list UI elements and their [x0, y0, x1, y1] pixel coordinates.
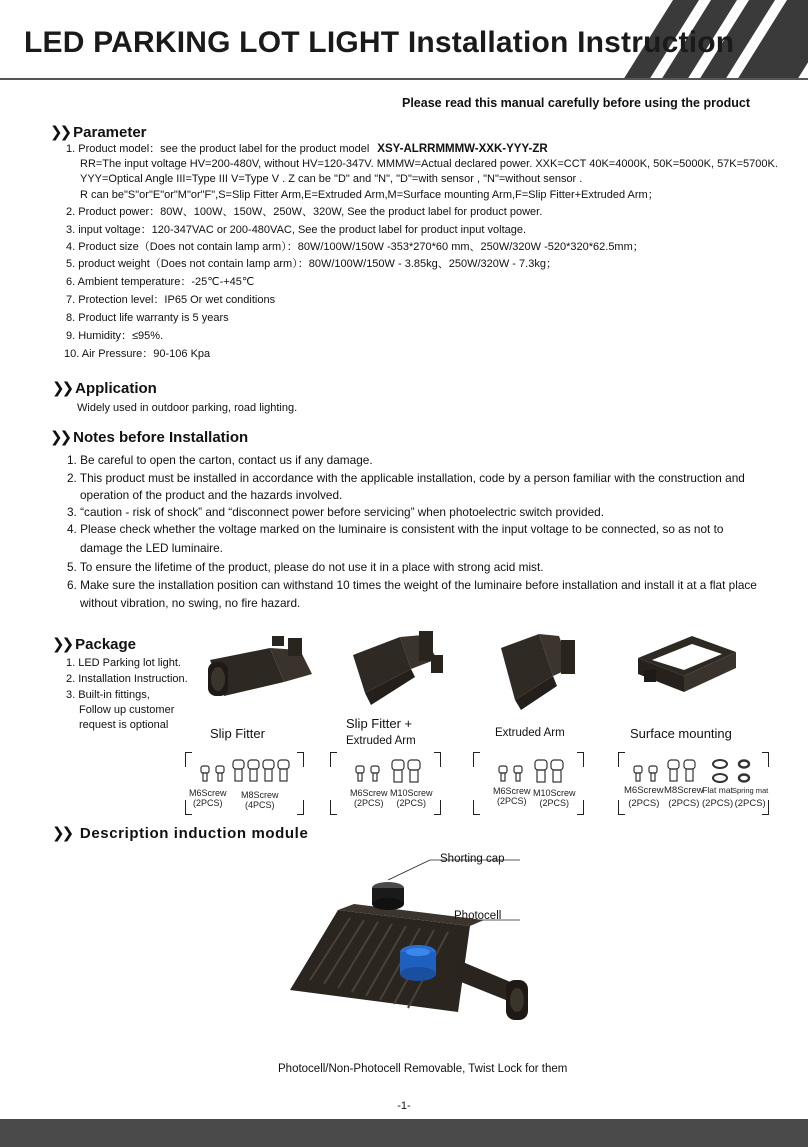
flat-mat-label: Flat mat (2PCS) [702, 785, 734, 809]
m8-screw-label: M8Screw (4PCS) [241, 790, 279, 810]
param-item: 9. Humidity：≤95%. [66, 330, 164, 342]
param-item: 2. Product power：80W、100W、150W、250W、320W, See the product label for product power. [66, 206, 543, 218]
m8-screw-label: M8Screw (2PCS) [664, 785, 704, 809]
header-rule [0, 78, 808, 80]
slip-fitter-extruded-label: Slip Fitter + [346, 716, 413, 731]
document-title: LED PARKING LOT LIGHT Installation Instruction [24, 26, 735, 59]
param-model-detail-1: RR=The input voltage HV=200-480V, without HV=120-347V. MMMW=Actual declared power. XXK=CCT 40K=4000K, 50K=5000K, 57K=5700K. [80, 158, 778, 170]
model-code: XSY-ALRRMMMW-XXK-YYY-ZR [377, 143, 548, 155]
slip-fitter-image [200, 630, 320, 710]
screw-kit-extruded-arm [473, 752, 585, 814]
m6-screw-icon [354, 764, 384, 784]
screw-kit-slip-fitter [185, 752, 305, 814]
m6-screw-label: M6Screw (2PCS) [350, 788, 388, 808]
note-line: operation of the product and the hazards involved. [80, 488, 343, 502]
package-item: 2. Installation Instruction. [66, 673, 188, 685]
chevron-right-icon: ❯❯ [52, 380, 72, 397]
param-item: 7. Protection level：IP65 Or wet conditions [66, 294, 276, 306]
m8-screw-icon [231, 758, 297, 784]
m6-screw-icon [497, 764, 527, 784]
m6-screw-label: M6Screw (2PCS) [189, 788, 227, 808]
param-model-line: 1. Product model：see the product label for the product model XSY-ALRRMMMW-XXK-YYY-ZR [66, 143, 548, 155]
induction-heading: ❯❯ Description induction module [52, 825, 309, 842]
param-item: 10. Air Pressure：90-106 Kpa [64, 348, 211, 360]
application-text: Widely used in outdoor parking, road lighting. [77, 402, 298, 414]
read-note: Please read this manual carefully before using the product [401, 96, 750, 110]
flat-mat-icon [710, 756, 730, 786]
surface-mounting-label: Surface mounting [630, 726, 732, 741]
package-item: request is optional [79, 719, 169, 731]
m6-screw-icon [632, 764, 662, 784]
m10-screw-label: M10Screw (2PCS) [533, 788, 576, 808]
m10-screw-icon [390, 758, 424, 784]
note-line: 3. “caution - risk of shock” and “disconnect power before servicing” when photoelectric switch provided. [67, 505, 605, 519]
screw-kit-surface-mounting [618, 752, 770, 814]
m8-screw-icon [666, 758, 700, 784]
extruded-arm-image [495, 628, 595, 713]
surface-mounting-image [632, 630, 742, 700]
param-model-detail-2: YYY=Optical Angle III=Type III V=Type V . Z can be "D" and "N", "D"=with sensor , "N"=without sensor . [80, 173, 583, 185]
package-heading: ❯❯ Package [52, 636, 137, 653]
spring-mat-icon [734, 756, 754, 786]
chevron-right-icon: ❯❯ [50, 429, 70, 446]
package-item: Follow up customer [79, 704, 175, 716]
parameter-heading: ❯❯ Parameter [50, 124, 147, 141]
slip-fitter-label: Slip Fitter [210, 726, 265, 741]
package-item: 1. LED Parking lot light. [66, 657, 181, 669]
application-heading: ❯❯ Application [52, 380, 157, 397]
footer-band [0, 1119, 808, 1147]
package-item: 3. Built-in fittings, [66, 689, 150, 701]
slip-fitter-extruded-sub: Extruded Arm [346, 735, 416, 747]
note-line: 1. Be careful to open the carton, contact us if any damage. [67, 453, 373, 467]
page-number: -1- [397, 1100, 411, 1112]
note-line: 4. Please check whether the voltage marked on the luminaire is consistent with the input voltage to be connected, so as not to [67, 522, 724, 536]
shorting-cap-label: Shorting cap [440, 853, 505, 865]
photocell-label: Photocell [454, 910, 502, 922]
m10-screw-icon [533, 758, 567, 784]
chevron-right-icon: ❯❯ [52, 825, 72, 842]
m10-screw-label: M10Screw (2PCS) [390, 788, 433, 808]
note-line: 2. This product must be installed in accordance with the applicable installation, code by a person familiar with the construction and [67, 471, 745, 485]
param-item: 5. product weight（Does not contain lamp arm）：80W/100W/150W - 3.85kg、250W/320W - 7.3kg； [66, 258, 557, 270]
slip-fitter-extruded-arm-image [345, 625, 455, 715]
param-model-detail-3: R can be"S"or"E"or"M"or"F",S=Slip Fitter Arm,E=Extruded Arm,M=Surface mounting Arm,F=Slip Fitter+Extruded Arm； [80, 189, 659, 201]
param-item: 8. Product life warranty is 5 years [66, 312, 229, 324]
chevron-right-icon: ❯❯ [50, 124, 70, 141]
note-line: damage the LED luminaire. [80, 541, 223, 555]
note-line: 6. Make sure the installation position can withstand 10 times the weight of the luminaire before installation and install it at a flat place [67, 578, 757, 592]
m6-screw-label: M6Screw (2PCS) [493, 786, 531, 806]
param-item: 3. input voltage：120-347VAC or 200-480VAC, See the product label for product input voltage. [66, 224, 527, 236]
screw-kit-slip-extruded [330, 752, 442, 814]
induction-caption: Photocell/Non-Photocell Removable, Twist Lock for them [278, 1063, 568, 1075]
note-line: 5. To ensure the lifetime of the product, please do not use it in a place with strong acid mist. [67, 560, 544, 574]
luminaire-with-photocell-image [280, 840, 610, 1030]
m6-screw-label: M6Screw (2PCS) [624, 785, 664, 809]
param-item: 4. Product size（Does not contain lamp arm）：80W/100W/150W -353*270*60 mm、250W/320W -520*320*62.5mm； [66, 241, 644, 253]
extruded-arm-label: Extruded Arm [495, 727, 565, 739]
m6-screw-icon [199, 764, 229, 784]
notes-heading: ❯❯ Notes before Installation [50, 429, 249, 446]
spring-mat-label: Spring mat (2PCS) [732, 786, 769, 809]
chevron-right-icon: ❯❯ [52, 636, 72, 653]
note-line: without vibration, no swing, no fire hazard. [80, 596, 301, 610]
param-item: 6. Ambient temperature：-25℃-+45℃ [66, 276, 255, 288]
